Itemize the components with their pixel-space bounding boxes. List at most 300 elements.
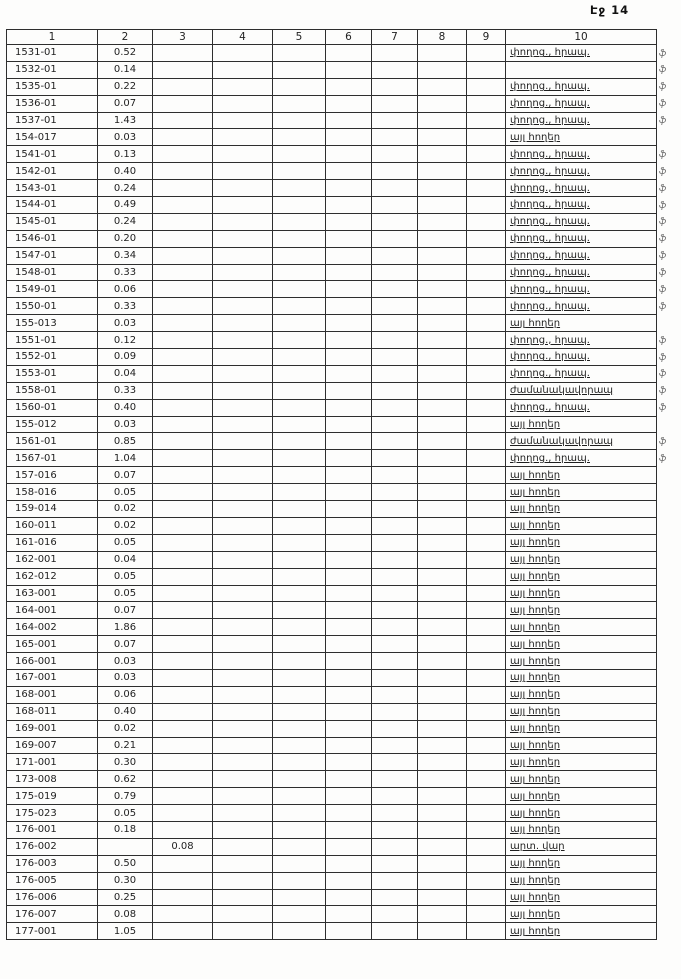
land-type-cell [506,788,657,805]
column-header-2: 2 [98,30,153,45]
land-type-label: փողոց., հրապ. [510,199,590,211]
area-value-cell-col3 [153,230,213,247]
parcel-code-cell: 1561-01 [7,433,98,450]
empty-cell [467,450,506,467]
empty-cell [372,923,418,940]
empty-cell [418,771,467,788]
land-type-cell [506,568,657,585]
table-row [7,213,657,230]
empty-cell [326,788,372,805]
empty-cell [273,585,326,602]
empty-cell [326,517,372,534]
empty-cell [273,467,326,484]
land-type-cell [506,889,657,906]
empty-cell [213,467,273,484]
land-type-label: փողոց., հրապ. [510,165,590,177]
empty-cell [273,129,326,146]
table-row [7,163,657,180]
empty-cell [372,382,418,399]
handwritten-margin-mark: ֆ [659,99,667,110]
parcel-code-cell: 168-011 [7,703,98,720]
area-value-cell: 0.52 [98,45,153,62]
empty-cell [418,180,467,197]
empty-cell [372,180,418,197]
table-row [7,230,657,247]
empty-cell [326,534,372,551]
table-row [7,923,657,940]
empty-cell [213,61,273,78]
empty-cell [372,855,418,872]
land-type-label: փողոց., հրապ. [510,283,590,295]
area-value-cell: 1.05 [98,923,153,940]
land-type-cell [506,349,657,366]
empty-cell [418,636,467,653]
empty-cell [372,450,418,467]
handwritten-margin-mark: ֆ [659,403,667,414]
empty-cell [372,889,418,906]
empty-cell [418,686,467,703]
parcel-code-cell: 1544-01 [7,197,98,214]
parcel-code-cell: 176-005 [7,872,98,889]
area-value-cell: 0.07 [98,95,153,112]
land-type-label: այլ հողեր [510,486,561,498]
handwritten-margin-mark: ֆ [659,166,667,177]
empty-cell [372,213,418,230]
land-type-label: այլ հողեր [510,131,561,143]
area-value-cell-col3 [153,332,213,349]
handwritten-margin-mark: ֆ [659,234,667,245]
land-type-cell [506,720,657,737]
area-value-cell-col3 [153,517,213,534]
empty-cell [418,703,467,720]
area-value-cell: 1.86 [98,619,153,636]
empty-cell [213,754,273,771]
column-header-10: 10 [506,30,657,45]
empty-cell [326,568,372,585]
empty-cell [326,602,372,619]
land-type-label: այլ հողեր [510,706,561,718]
area-value-cell [98,838,153,855]
parcel-code-cell: 162-012 [7,568,98,585]
table-row [7,669,657,686]
area-value-cell: 0.40 [98,399,153,416]
area-value-cell-col3 [153,923,213,940]
empty-cell [326,855,372,872]
area-value-cell-col3 [153,467,213,484]
parcel-code-cell: 158-016 [7,484,98,501]
empty-cell [273,45,326,62]
empty-cell [213,298,273,315]
empty-cell [467,382,506,399]
land-type-cell [506,399,657,416]
parcel-code-cell: 176-002 [7,838,98,855]
empty-cell [273,906,326,923]
empty-cell [273,382,326,399]
parcel-code-cell: 173-008 [7,771,98,788]
empty-cell [467,737,506,754]
empty-cell [273,619,326,636]
empty-cell [467,433,506,450]
empty-cell [372,872,418,889]
handwritten-margin-mark: ֆ [659,251,667,262]
empty-cell [372,365,418,382]
empty-cell [213,163,273,180]
empty-cell [418,382,467,399]
table-row [7,365,657,382]
empty-cell [213,399,273,416]
empty-cell [273,788,326,805]
empty-cell [213,737,273,754]
area-value-cell: 0.20 [98,230,153,247]
area-value-cell-col3 [153,45,213,62]
parcel-code-cell: 175-023 [7,805,98,822]
area-value-cell: 0.07 [98,636,153,653]
column-header-6: 6 [326,30,372,45]
empty-cell [326,197,372,214]
area-value-cell-col3 [153,737,213,754]
empty-cell [467,78,506,95]
empty-cell [213,281,273,298]
area-value-cell: 0.08 [98,906,153,923]
parcel-code-cell: 167-001 [7,669,98,686]
empty-cell [372,517,418,534]
land-type-label: այլ հողեր [510,875,561,887]
area-value-cell-col3 [153,281,213,298]
empty-cell [418,517,467,534]
empty-cell [372,315,418,332]
empty-cell [273,754,326,771]
empty-cell [326,737,372,754]
empty-cell [418,163,467,180]
empty-cell [372,281,418,298]
empty-cell [418,281,467,298]
empty-cell [326,129,372,146]
empty-cell [273,737,326,754]
land-type-label: այլ հողեր [510,925,561,937]
empty-cell [418,737,467,754]
area-value-cell-col3 [153,669,213,686]
land-type-label: այլ հողեր [510,807,561,819]
empty-cell [372,686,418,703]
parcel-code-cell: 1541-01 [7,146,98,163]
parcel-code-cell: 1552-01 [7,349,98,366]
table-header-row [7,30,657,45]
table-row [7,433,657,450]
empty-cell [418,838,467,855]
area-value-cell-col3 [153,720,213,737]
area-value-cell-col3 [153,247,213,264]
table-row [7,467,657,484]
empty-cell [326,399,372,416]
empty-cell [418,146,467,163]
empty-cell [418,551,467,568]
table-row [7,737,657,754]
empty-cell [467,551,506,568]
land-type-cell [506,247,657,264]
empty-cell [213,247,273,264]
land-type-cell [506,450,657,467]
area-value-cell-col3 [153,602,213,619]
land-type-cell [506,821,657,838]
table-row [7,703,657,720]
empty-cell [467,855,506,872]
empty-cell [213,146,273,163]
empty-cell [213,602,273,619]
parcel-code-cell: 161-016 [7,534,98,551]
table-row [7,95,657,112]
land-type-cell [506,129,657,146]
empty-cell [467,906,506,923]
empty-cell [418,467,467,484]
empty-cell [273,197,326,214]
land-type-cell [506,484,657,501]
area-value-cell-col3 [153,298,213,315]
empty-cell [372,754,418,771]
area-value-cell-col3 [153,568,213,585]
empty-cell [273,838,326,855]
empty-cell [418,129,467,146]
land-type-label: փողոց., հրապ. [510,334,590,346]
land-type-cell [506,838,657,855]
area-value-cell: 0.05 [98,585,153,602]
area-value-cell-col3 [153,264,213,281]
empty-cell [326,551,372,568]
land-type-label: փողոց., հրապ. [510,233,590,245]
empty-cell [467,399,506,416]
parcel-code-cell: 1551-01 [7,332,98,349]
land-type-cell [506,112,657,129]
land-type-cell [506,264,657,281]
land-type-label: այլ հողեր [510,604,561,616]
empty-cell [372,805,418,822]
empty-cell [467,517,506,534]
empty-cell [326,636,372,653]
table-header [7,30,657,45]
empty-cell [273,703,326,720]
area-value-cell: 0.22 [98,78,153,95]
land-type-cell [506,281,657,298]
empty-cell [467,788,506,805]
area-value-cell-col3 [153,78,213,95]
handwritten-margin-mark: ֆ [659,183,667,194]
land-type-cell [506,619,657,636]
empty-cell [467,534,506,551]
handwritten-margin-mark: ֆ [659,48,667,59]
empty-cell [213,805,273,822]
area-value-cell-col3 [153,95,213,112]
area-value-cell-col3 [153,433,213,450]
land-type-label: այլ հողեր [510,773,561,785]
area-value-cell: 0.50 [98,855,153,872]
empty-cell [326,247,372,264]
empty-cell [372,332,418,349]
empty-cell [467,501,506,518]
empty-cell [372,146,418,163]
parcel-code-cell: 177-001 [7,923,98,940]
empty-cell [467,872,506,889]
empty-cell [326,230,372,247]
table-row [7,382,657,399]
empty-cell [372,61,418,78]
empty-cell [467,213,506,230]
empty-cell [326,838,372,855]
table-row [7,501,657,518]
empty-cell [467,754,506,771]
parcel-code-cell: 154-017 [7,129,98,146]
empty-cell [418,45,467,62]
empty-cell [467,95,506,112]
empty-cell [326,213,372,230]
empty-cell [213,332,273,349]
empty-cell [326,349,372,366]
table-row [7,534,657,551]
empty-cell [418,754,467,771]
column-header-8: 8 [418,30,467,45]
handwritten-margin-mark: ֆ [659,301,667,312]
empty-cell [372,737,418,754]
area-value-cell-col3 [153,450,213,467]
land-type-cell [506,653,657,670]
empty-cell [273,821,326,838]
area-value-cell-col3 [153,197,213,214]
parcel-code-cell: 1560-01 [7,399,98,416]
area-value-cell: 0.02 [98,501,153,518]
empty-cell [326,180,372,197]
handwritten-margin-mark: ֆ [659,352,667,363]
area-value-cell-col3 [153,686,213,703]
empty-cell [467,805,506,822]
table-row [7,315,657,332]
table-row [7,585,657,602]
empty-cell [273,247,326,264]
empty-cell [273,805,326,822]
parcel-code-cell: 165-001 [7,636,98,653]
empty-cell [273,281,326,298]
table-row [7,197,657,214]
table-row [7,61,657,78]
empty-cell [372,906,418,923]
area-value-cell-col3 [153,416,213,433]
area-value-cell: 0.12 [98,332,153,349]
empty-cell [467,247,506,264]
empty-cell [213,923,273,940]
land-type-cell [506,923,657,940]
empty-cell [326,163,372,180]
empty-cell [372,838,418,855]
area-value-cell: 1.04 [98,450,153,467]
area-value-cell-col3 [153,534,213,551]
area-value-cell: 0.40 [98,703,153,720]
area-value-cell-col3 [153,349,213,366]
land-type-label: այլ հողեր [510,638,561,650]
empty-cell [326,889,372,906]
land-type-cell [506,213,657,230]
empty-cell [213,78,273,95]
land-type-cell [506,180,657,197]
empty-cell [273,669,326,686]
empty-cell [418,619,467,636]
empty-cell [273,720,326,737]
empty-cell [273,264,326,281]
empty-cell [273,517,326,534]
empty-cell [372,602,418,619]
empty-cell [372,788,418,805]
parcel-code-cell: 162-001 [7,551,98,568]
column-header-3: 3 [153,30,213,45]
area-value-cell: 0.14 [98,61,153,78]
area-value-cell: 0.21 [98,737,153,754]
land-type-label: փողոց., հրապ. [510,267,590,279]
empty-cell [467,163,506,180]
empty-cell [467,669,506,686]
land-type-cell [506,551,657,568]
empty-cell [467,45,506,62]
land-type-label: այլ հողեր [510,469,561,481]
area-value-cell-col3 [153,805,213,822]
land-type-label: այլ հողեր [510,503,561,515]
empty-cell [213,619,273,636]
empty-cell [467,365,506,382]
parcel-code-cell: 164-001 [7,602,98,619]
empty-cell [273,653,326,670]
empty-cell [467,315,506,332]
table-row [7,788,657,805]
land-type-label: այլ հողեր [510,537,561,549]
empty-cell [418,805,467,822]
empty-cell [372,585,418,602]
area-value-cell: 0.40 [98,163,153,180]
land-type-label: փողոց., հրապ. [510,148,590,160]
empty-cell [418,602,467,619]
empty-cell [273,95,326,112]
table-row [7,78,657,95]
empty-cell [326,433,372,450]
empty-cell [326,45,372,62]
parcel-code-cell: 1546-01 [7,230,98,247]
empty-cell [273,298,326,315]
parcel-code-cell: 1537-01 [7,112,98,129]
land-type-label: այլ հողեր [510,908,561,920]
area-value-cell-col3 [153,889,213,906]
handwritten-margin-mark: ֆ [659,335,667,346]
table-row [7,889,657,906]
parcel-code-cell: 1550-01 [7,298,98,315]
empty-cell [213,517,273,534]
land-type-cell [506,230,657,247]
empty-cell [326,281,372,298]
area-value-cell-col3 [153,146,213,163]
empty-cell [467,838,506,855]
land-parcel-table [6,29,657,940]
parcel-code-cell: 1553-01 [7,365,98,382]
empty-cell [273,923,326,940]
land-type-label: փողոց., հրապ. [510,182,590,194]
empty-cell [418,416,467,433]
table-body [7,45,657,940]
empty-cell [418,399,467,416]
empty-cell [372,771,418,788]
empty-cell [418,720,467,737]
empty-cell [213,838,273,855]
empty-cell [418,585,467,602]
empty-cell [326,450,372,467]
empty-cell [372,95,418,112]
empty-cell [326,61,372,78]
empty-cell [213,264,273,281]
parcel-code-cell: 176-003 [7,855,98,872]
column-header-5: 5 [273,30,326,45]
area-value-cell: 0.07 [98,467,153,484]
